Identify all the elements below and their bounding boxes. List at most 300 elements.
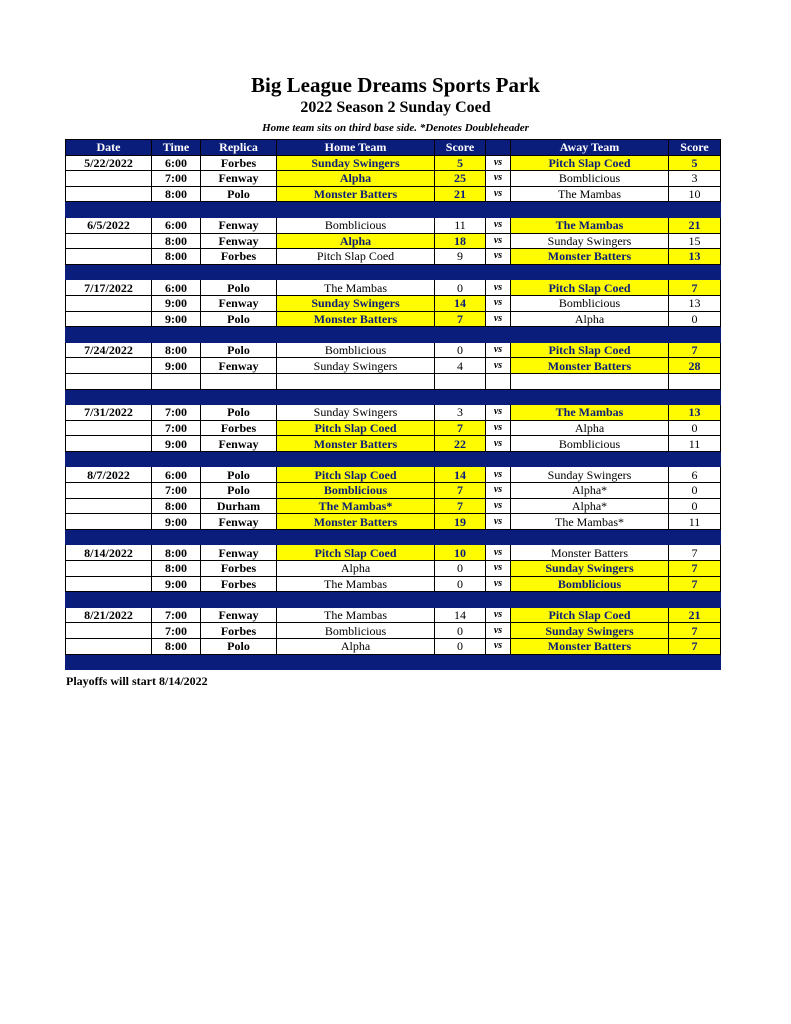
home-team-cell: Monster Batters <box>277 436 435 452</box>
vs-cell: vs <box>486 561 511 577</box>
empty-cell <box>66 373 152 389</box>
home-score-cell: 14 <box>435 295 486 311</box>
home-score-cell: 14 <box>435 607 486 623</box>
date-cell <box>66 249 152 265</box>
home-team-cell: Bomblicious <box>277 217 435 233</box>
home-team-cell: Alpha <box>277 233 435 249</box>
date-cell <box>66 561 152 577</box>
date-cell <box>66 186 152 202</box>
empty-cell <box>486 389 511 405</box>
empty-cell <box>435 654 486 670</box>
away-score-cell: 7 <box>669 342 721 358</box>
empty-cell <box>435 592 486 608</box>
table-row <box>66 483 721 499</box>
replica-cell: Fenway <box>201 358 277 374</box>
empty-cell <box>201 529 277 545</box>
home-team-cell: Monster Batters <box>277 311 435 327</box>
date-cell <box>66 358 152 374</box>
away-score-cell: 21 <box>669 607 721 623</box>
date-cell: 8/21/2022 <box>66 607 152 623</box>
vs-cell: vs <box>486 233 511 249</box>
separator-row <box>66 264 721 280</box>
time-cell: 9:00 <box>152 358 201 374</box>
empty-cell <box>152 389 201 405</box>
away-score-cell: 21 <box>669 217 721 233</box>
date-cell <box>66 436 152 452</box>
empty-cell <box>669 327 721 343</box>
home-score-cell: 22 <box>435 436 486 452</box>
vs-cell: vs <box>486 155 511 171</box>
away-team-cell: The Mambas <box>511 217 669 233</box>
away-team-cell: Sunday Swingers <box>511 233 669 249</box>
away-team-cell: Pitch Slap Coed <box>511 342 669 358</box>
schedule-note: Home team sits on third base side. *Denotes Doubleheader <box>262 122 529 134</box>
replica-cell: Polo <box>201 639 277 655</box>
empty-cell <box>435 202 486 218</box>
table-row <box>66 295 721 311</box>
away-team-cell: Monster Batters <box>511 545 669 561</box>
time-cell: 6:00 <box>152 217 201 233</box>
home-team-cell: Pitch Slap Coed <box>277 249 435 265</box>
replica-cell: Fenway <box>201 217 277 233</box>
empty-cell <box>66 264 152 280</box>
empty-cell <box>152 654 201 670</box>
separator-row <box>66 327 721 343</box>
date-cell <box>66 498 152 514</box>
vs-cell: vs <box>486 249 511 265</box>
empty-cell <box>201 654 277 670</box>
column-header-home-score: Score <box>435 140 486 156</box>
empty-cell <box>66 592 152 608</box>
date-cell <box>66 576 152 592</box>
empty-cell <box>486 202 511 218</box>
empty-cell <box>201 327 277 343</box>
home-team-cell: The Mambas <box>277 280 435 296</box>
vs-cell: vs <box>486 545 511 561</box>
date-cell <box>66 311 152 327</box>
table-row <box>66 217 721 233</box>
empty-cell <box>152 451 201 467</box>
away-score-cell: 7 <box>669 623 721 639</box>
empty-cell <box>152 327 201 343</box>
away-team-cell: Monster Batters <box>511 639 669 655</box>
away-team-cell: Alpha <box>511 311 669 327</box>
home-score-cell: 11 <box>435 217 486 233</box>
replica-cell: Forbes <box>201 576 277 592</box>
time-cell: 8:00 <box>152 498 201 514</box>
away-score-cell: 7 <box>669 639 721 655</box>
home-team-cell: Sunday Swingers <box>277 405 435 421</box>
empty-cell <box>152 592 201 608</box>
table-row <box>66 639 721 655</box>
replica-cell: Durham <box>201 498 277 514</box>
empty-cell <box>435 451 486 467</box>
replica-cell: Polo <box>201 405 277 421</box>
empty-cell <box>66 389 152 405</box>
date-cell: 8/14/2022 <box>66 545 152 561</box>
empty-cell <box>435 327 486 343</box>
date-cell: 7/31/2022 <box>66 405 152 421</box>
empty-cell <box>511 264 669 280</box>
time-cell: 8:00 <box>152 249 201 265</box>
home-team-cell: The Mambas* <box>277 498 435 514</box>
home-score-cell: 5 <box>435 155 486 171</box>
home-score-cell: 7 <box>435 483 486 499</box>
home-score-cell: 10 <box>435 545 486 561</box>
column-header-date: Date <box>66 140 152 156</box>
time-cell: 8:00 <box>152 545 201 561</box>
home-score-cell: 0 <box>435 561 486 577</box>
vs-cell: vs <box>486 311 511 327</box>
time-cell: 9:00 <box>152 514 201 530</box>
table-row <box>66 576 721 592</box>
away-score-cell: 10 <box>669 186 721 202</box>
empty-cell <box>669 654 721 670</box>
replica-cell: Fenway <box>201 514 277 530</box>
home-team-cell: Sunday Swingers <box>277 155 435 171</box>
replica-cell: Forbes <box>201 420 277 436</box>
empty-cell <box>486 327 511 343</box>
empty-cell <box>152 529 201 545</box>
home-score-cell: 9 <box>435 249 486 265</box>
vs-cell: vs <box>486 171 511 187</box>
home-team-cell: Sunday Swingers <box>277 358 435 374</box>
time-cell: 8:00 <box>152 342 201 358</box>
empty-cell <box>669 373 721 389</box>
home-team-cell: Monster Batters <box>277 186 435 202</box>
empty-cell <box>277 389 435 405</box>
vs-cell: vs <box>486 342 511 358</box>
separator-row <box>66 451 721 467</box>
empty-cell <box>66 202 152 218</box>
table-row <box>66 233 721 249</box>
empty-cell <box>669 529 721 545</box>
empty-cell <box>201 389 277 405</box>
replica-cell: Polo <box>201 186 277 202</box>
replica-cell: Fenway <box>201 171 277 187</box>
empty-cell <box>277 327 435 343</box>
away-team-cell: Pitch Slap Coed <box>511 155 669 171</box>
replica-cell: Polo <box>201 467 277 483</box>
away-score-cell: 28 <box>669 358 721 374</box>
time-cell: 7:00 <box>152 483 201 499</box>
time-cell: 7:00 <box>152 420 201 436</box>
away-team-cell: Alpha <box>511 420 669 436</box>
away-team-cell: Alpha* <box>511 483 669 499</box>
home-score-cell: 18 <box>435 233 486 249</box>
time-cell: 8:00 <box>152 186 201 202</box>
empty-cell <box>152 373 201 389</box>
away-team-cell: Monster Batters <box>511 249 669 265</box>
vs-cell: vs <box>486 639 511 655</box>
home-team-cell: Alpha <box>277 561 435 577</box>
away-score-cell: 13 <box>669 249 721 265</box>
home-team-cell: Sunday Swingers <box>277 295 435 311</box>
table-row <box>66 155 721 171</box>
empty-cell <box>201 592 277 608</box>
table-row <box>66 498 721 514</box>
date-cell <box>66 171 152 187</box>
empty-cell <box>277 264 435 280</box>
page-title: Big League Dreams Sports Park <box>251 73 540 97</box>
empty-cell <box>277 654 435 670</box>
separator-row <box>66 654 721 670</box>
away-score-cell: 7 <box>669 545 721 561</box>
date-cell: 6/5/2022 <box>66 217 152 233</box>
replica-cell: Forbes <box>201 249 277 265</box>
empty-cell <box>669 592 721 608</box>
time-cell: 8:00 <box>152 561 201 577</box>
home-score-cell: 0 <box>435 576 486 592</box>
home-score-cell: 19 <box>435 514 486 530</box>
vs-cell: vs <box>486 607 511 623</box>
replica-cell: Forbes <box>201 623 277 639</box>
away-score-cell: 15 <box>669 233 721 249</box>
home-team-cell: Bomblicious <box>277 342 435 358</box>
empty-cell <box>201 264 277 280</box>
empty-cell <box>66 654 152 670</box>
empty-cell <box>511 389 669 405</box>
empty-cell <box>511 592 669 608</box>
vs-cell: vs <box>486 467 511 483</box>
home-team-cell: Pitch Slap Coed <box>277 467 435 483</box>
table-row <box>66 436 721 452</box>
table-row <box>66 405 721 421</box>
separator-row <box>66 529 721 545</box>
home-score-cell: 7 <box>435 311 486 327</box>
empty-row <box>66 373 721 389</box>
home-team-cell: Alpha <box>277 639 435 655</box>
replica-cell: Forbes <box>201 561 277 577</box>
away-score-cell: 11 <box>669 436 721 452</box>
empty-cell <box>435 373 486 389</box>
empty-cell <box>669 451 721 467</box>
empty-cell <box>201 202 277 218</box>
home-team-cell: Pitch Slap Coed <box>277 545 435 561</box>
home-team-cell: Alpha <box>277 171 435 187</box>
empty-cell <box>277 202 435 218</box>
away-team-cell: Bomblicious <box>511 576 669 592</box>
date-cell: 8/7/2022 <box>66 467 152 483</box>
table-row <box>66 467 721 483</box>
empty-cell <box>669 202 721 218</box>
empty-cell <box>201 451 277 467</box>
home-score-cell: 25 <box>435 171 486 187</box>
table-row <box>66 186 721 202</box>
table-row <box>66 358 721 374</box>
vs-cell: vs <box>486 358 511 374</box>
home-score-cell: 7 <box>435 498 486 514</box>
separator-row <box>66 202 721 218</box>
empty-cell <box>511 327 669 343</box>
home-score-cell: 21 <box>435 186 486 202</box>
column-header-vs <box>486 140 511 156</box>
away-score-cell: 7 <box>669 576 721 592</box>
away-team-cell: The Mambas <box>511 186 669 202</box>
away-team-cell: Sunday Swingers <box>511 467 669 483</box>
empty-cell <box>277 592 435 608</box>
date-cell <box>66 514 152 530</box>
vs-cell: vs <box>486 186 511 202</box>
away-score-cell: 0 <box>669 311 721 327</box>
home-score-cell: 7 <box>435 420 486 436</box>
replica-cell: Fenway <box>201 295 277 311</box>
empty-cell <box>486 529 511 545</box>
table-row <box>66 342 721 358</box>
table-row <box>66 623 721 639</box>
away-score-cell: 5 <box>669 155 721 171</box>
home-score-cell: 0 <box>435 639 486 655</box>
away-score-cell: 11 <box>669 514 721 530</box>
home-score-cell: 0 <box>435 280 486 296</box>
table-header-row <box>66 140 721 156</box>
away-team-cell: Monster Batters <box>511 358 669 374</box>
home-team-cell: Bomblicious <box>277 483 435 499</box>
time-cell: 9:00 <box>152 311 201 327</box>
away-team-cell: Bomblicious <box>511 295 669 311</box>
away-team-cell: Pitch Slap Coed <box>511 607 669 623</box>
empty-cell <box>66 451 152 467</box>
table-row <box>66 311 721 327</box>
column-header-home-team: Home Team <box>277 140 435 156</box>
empty-cell <box>486 654 511 670</box>
away-team-cell: Bomblicious <box>511 171 669 187</box>
home-team-cell: Bomblicious <box>277 623 435 639</box>
vs-cell: vs <box>486 420 511 436</box>
table-row <box>66 514 721 530</box>
table-row <box>66 171 721 187</box>
time-cell: 6:00 <box>152 280 201 296</box>
away-team-cell: Sunday Swingers <box>511 561 669 577</box>
date-cell: 5/22/2022 <box>66 155 152 171</box>
replica-cell: Forbes <box>201 155 277 171</box>
home-score-cell: 3 <box>435 405 486 421</box>
playoffs-note: Playoffs will start 8/14/2022 <box>66 674 208 688</box>
replica-cell: Fenway <box>201 233 277 249</box>
away-score-cell: 13 <box>669 295 721 311</box>
home-team-cell: The Mambas <box>277 607 435 623</box>
date-cell <box>66 233 152 249</box>
away-score-cell: 0 <box>669 420 721 436</box>
date-cell <box>66 639 152 655</box>
vs-cell: vs <box>486 295 511 311</box>
table-row <box>66 249 721 265</box>
vs-cell: vs <box>486 576 511 592</box>
replica-cell: Fenway <box>201 436 277 452</box>
home-score-cell: 0 <box>435 342 486 358</box>
vs-cell: vs <box>486 483 511 499</box>
home-team-cell: Monster Batters <box>277 514 435 530</box>
empty-cell <box>277 373 435 389</box>
empty-cell <box>486 264 511 280</box>
column-header-away-team: Away Team <box>511 140 669 156</box>
home-team-cell: Pitch Slap Coed <box>277 420 435 436</box>
away-score-cell: 0 <box>669 483 721 499</box>
home-score-cell: 0 <box>435 623 486 639</box>
column-header-time: Time <box>152 140 201 156</box>
empty-cell <box>511 373 669 389</box>
time-cell: 9:00 <box>152 436 201 452</box>
table-row <box>66 607 721 623</box>
away-team-cell: Bomblicious <box>511 436 669 452</box>
home-score-cell: 4 <box>435 358 486 374</box>
replica-cell: Polo <box>201 342 277 358</box>
date-cell: 7/17/2022 <box>66 280 152 296</box>
vs-cell: vs <box>486 217 511 233</box>
vs-cell: vs <box>486 623 511 639</box>
empty-cell <box>152 264 201 280</box>
table-row <box>66 545 721 561</box>
empty-cell <box>435 264 486 280</box>
empty-cell <box>669 389 721 405</box>
vs-cell: vs <box>486 280 511 296</box>
empty-cell <box>435 529 486 545</box>
empty-cell <box>511 451 669 467</box>
vs-cell: vs <box>486 405 511 421</box>
empty-cell <box>486 592 511 608</box>
away-score-cell: 7 <box>669 561 721 577</box>
away-team-cell: The Mambas* <box>511 514 669 530</box>
time-cell: 8:00 <box>152 639 201 655</box>
away-score-cell: 6 <box>669 467 721 483</box>
date-cell <box>66 295 152 311</box>
empty-cell <box>435 389 486 405</box>
empty-cell <box>669 264 721 280</box>
empty-cell <box>201 373 277 389</box>
empty-cell <box>486 373 511 389</box>
date-cell <box>66 420 152 436</box>
time-cell: 7:00 <box>152 607 201 623</box>
column-header-away-score: Score <box>669 140 721 156</box>
home-team-cell: The Mambas <box>277 576 435 592</box>
empty-cell <box>277 529 435 545</box>
vs-cell: vs <box>486 498 511 514</box>
replica-cell: Fenway <box>201 545 277 561</box>
time-cell: 6:00 <box>152 467 201 483</box>
empty-cell <box>486 451 511 467</box>
away-score-cell: 7 <box>669 280 721 296</box>
away-score-cell: 0 <box>669 498 721 514</box>
home-score-cell: 14 <box>435 467 486 483</box>
table-row <box>66 280 721 296</box>
schedule-body <box>66 155 721 670</box>
table-row <box>66 561 721 577</box>
time-cell: 7:00 <box>152 171 201 187</box>
vs-cell: vs <box>486 436 511 452</box>
empty-cell <box>511 202 669 218</box>
time-cell: 6:00 <box>152 155 201 171</box>
vs-cell: vs <box>486 514 511 530</box>
date-cell <box>66 483 152 499</box>
time-cell: 7:00 <box>152 623 201 639</box>
time-cell: 9:00 <box>152 576 201 592</box>
away-score-cell: 13 <box>669 405 721 421</box>
away-team-cell: Alpha* <box>511 498 669 514</box>
empty-cell <box>152 202 201 218</box>
away-team-cell: The Mambas <box>511 405 669 421</box>
replica-cell: Polo <box>201 311 277 327</box>
date-cell <box>66 623 152 639</box>
empty-cell <box>511 654 669 670</box>
away-team-cell: Sunday Swingers <box>511 623 669 639</box>
replica-cell: Polo <box>201 280 277 296</box>
away-team-cell: Pitch Slap Coed <box>511 280 669 296</box>
replica-cell: Fenway <box>201 607 277 623</box>
empty-cell <box>66 529 152 545</box>
away-score-cell: 3 <box>669 171 721 187</box>
time-cell: 7:00 <box>152 405 201 421</box>
separator-row <box>66 592 721 608</box>
